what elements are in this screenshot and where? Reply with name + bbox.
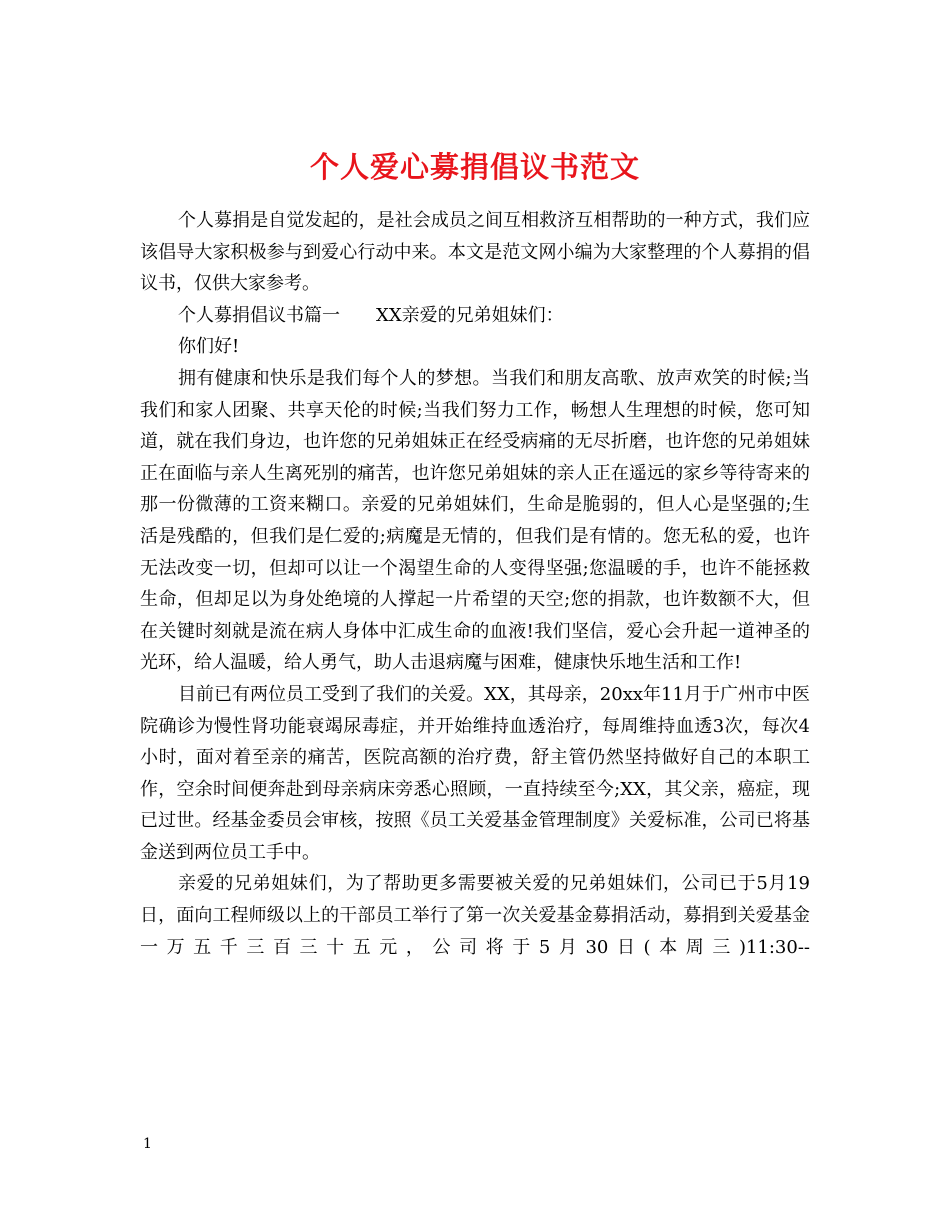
- body-paragraph: 亲爱的兄弟姐妹们，为了帮助更多需要被关爱的兄弟姐妹们，公司已于5月19日，面向工程师级以上的干部员工举行了第一次关爱基金募捐活动，募捐到关爱基金一万五千三百三十五元，公司将于5月30日(本周三)11:30--: [140, 873, 810, 958]
- greeting-paragraph: 你们好!: [178, 336, 240, 358]
- document-body: [140, 205, 810, 963]
- page-number: 1: [143, 1136, 152, 1152]
- body-paragraph: 目前已有两位员工受到了我们的关爱。XX，其母亲，20xx年11月于广州市中医院确诊为慢性肾功能衰竭尿毒症，并开始维持血透治疗，每周维持血透3次，每次4小时，面对着至亲的痛苦，医院高额的治疗费，舒主管仍然坚持做好自己的本职工作，空余时间便奔赴到母亲病床旁悉心照顾，一直持续至今;XX，其父亲，癌症，现已过世。经基金委员会审核，按照《员工关爱基金管理制度》关爱标准，公司已将基金送到两位员工手中。: [140, 683, 810, 863]
- intro-paragraph: 个人募捐是自觉发起的，是社会成员之间互相救济互相帮助的一种方式，我们应该倡导大家积极参与到爱心行动中来。本文是范文网小编为大家整理的个人募捐的倡议书，仅供大家参考。: [140, 210, 810, 295]
- document-title: 个人爱心募捐倡议书范文: [309, 150, 640, 185]
- salutation-heading: 个人募捐倡议书篇一 XX亲爱的兄弟姐妹们：: [178, 304, 564, 326]
- body-paragraph: 拥有健康和快乐是我们每个人的梦想。当我们和朋友高歌、放声欢笑的时候;当我们和家人团聚、共享天伦的时候;当我们努力工作，畅想人生理想的时候，您可知道，就在我们身边，也许您的兄弟姐妹正在经受病痛的无尽折磨，也许您的兄弟姐妹正在面临与亲人生离死别的痛苦，也许您兄弟姐妹的亲人正在遥远的家乡等待寄来的那一份微薄的工资来糊口。亲爱的兄弟姐妹们，生命是脆弱的，但人心是坚强的;生活是残酷的，但我们是仁爱的;病魔是无情的，但我们是有情的。您无私的爱，也许无法改变一切，但却可以让一个渴望生命的人变得坚强;您温暖的手，也许不能拯救生命，但却足以为身处绝境的人撑起一片希望的天空;您的捐款，也许数额不大，但在关键时刻就是流在病人身体中汇成生命的血液!我们坚信，爱心会升起一道神圣的光环，给人温暖，给人勇气，助人击退病魔与困难，健康快乐地生活和工作!: [140, 367, 810, 674]
